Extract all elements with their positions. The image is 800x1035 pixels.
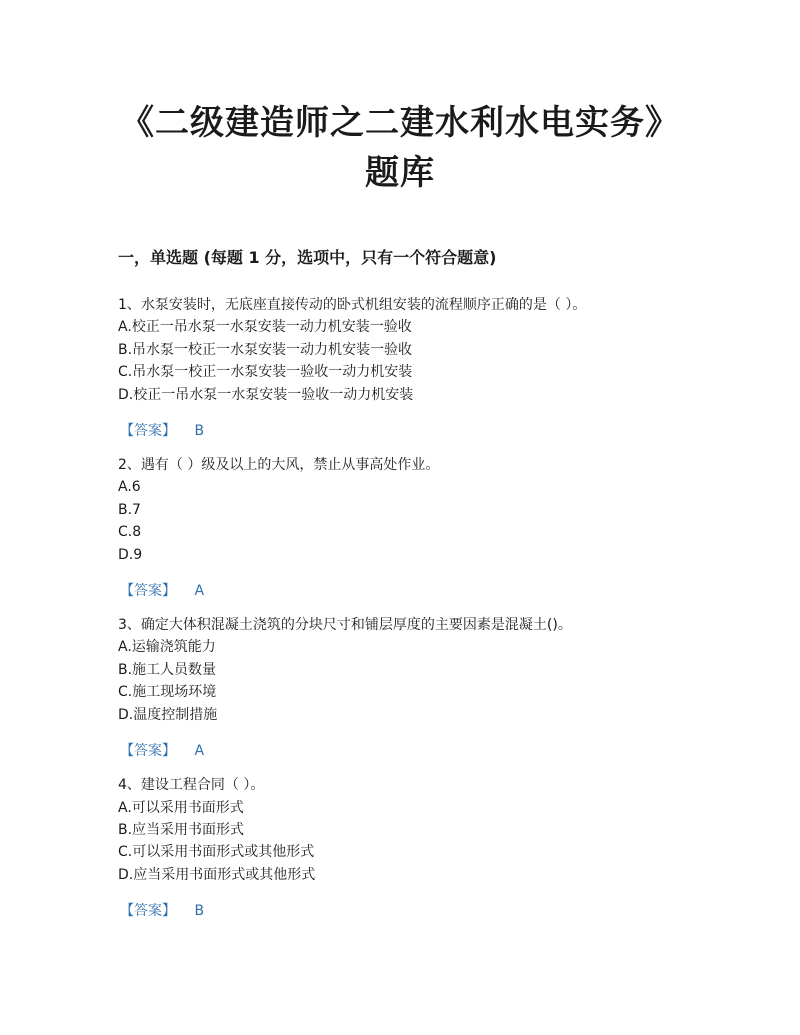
title-line-2: 题库 (365, 153, 435, 193)
title-line-1: 《二级建造师之二建水利水电实务》 (120, 103, 680, 143)
option-b: B.吊水泵一校正一水泵安装一动力机安装一验收 (118, 341, 413, 358)
question-stem: 2、遇有（ ）级及以上的大风，禁止从事高处作业。 (118, 457, 440, 474)
option-a: A.6 (118, 479, 141, 496)
option-b: B.施工人员数量 (118, 661, 217, 678)
question-4 (118, 774, 738, 922)
option-a: A.校正一吊水泵一水泵安装一动力机安装一验收 (118, 319, 412, 336)
option-a: A.可以采用书面形式 (118, 799, 244, 816)
answer-value: A (194, 743, 205, 760)
answer-row (118, 900, 738, 922)
answer-value: A (194, 583, 205, 600)
answer-value: B (194, 903, 205, 920)
option-c: C.施工现场环境 (118, 684, 217, 701)
option-c: C.可以采用书面形式或其他形式 (118, 844, 315, 861)
option-d: D.校正一吊水泵一水泵安装一验收一动力机安装 (118, 386, 414, 403)
option-d: D.9 (118, 546, 143, 563)
option-b: B.应当采用书面形式 (118, 821, 245, 838)
answer-value: B (194, 423, 205, 440)
answer-row (118, 580, 738, 602)
answer-label: 【答案】 (120, 423, 176, 440)
option-c: C.8 (118, 524, 142, 541)
answer-row (118, 420, 738, 442)
document-title (0, 98, 800, 198)
option-c: C.吊水泵一校正一水泵安装一验收一动力机安装 (118, 364, 413, 381)
question-1 (118, 294, 738, 442)
option-b: B.7 (118, 501, 141, 518)
answer-label: 【答案】 (120, 583, 176, 600)
section-heading: 一，单选题 (每题 1 分，选项中，只有一个符合题意) (118, 248, 497, 267)
answer-row (118, 740, 738, 762)
answer-label: 【答案】 (120, 743, 176, 760)
question-3 (118, 614, 738, 762)
question-stem: 4、建设工程合同（ ）。 (118, 777, 265, 794)
question-stem: 1、水泵安装时，无底座直接传动的卧式机组安装的流程顺序正确的是（ ）。 (118, 297, 587, 313)
option-d: D.应当采用书面形式或其他形式 (118, 866, 316, 883)
question-2 (118, 454, 738, 602)
question-list (118, 294, 738, 934)
option-d: D.温度控制措施 (118, 706, 218, 723)
question-stem: 3、确定大体积混凝土浇筑的分块尺寸和铺层厚度的主要因素是混凝土()。 (118, 617, 572, 634)
answer-label: 【答案】 (120, 903, 176, 920)
option-a: A.运输浇筑能力 (118, 639, 216, 656)
